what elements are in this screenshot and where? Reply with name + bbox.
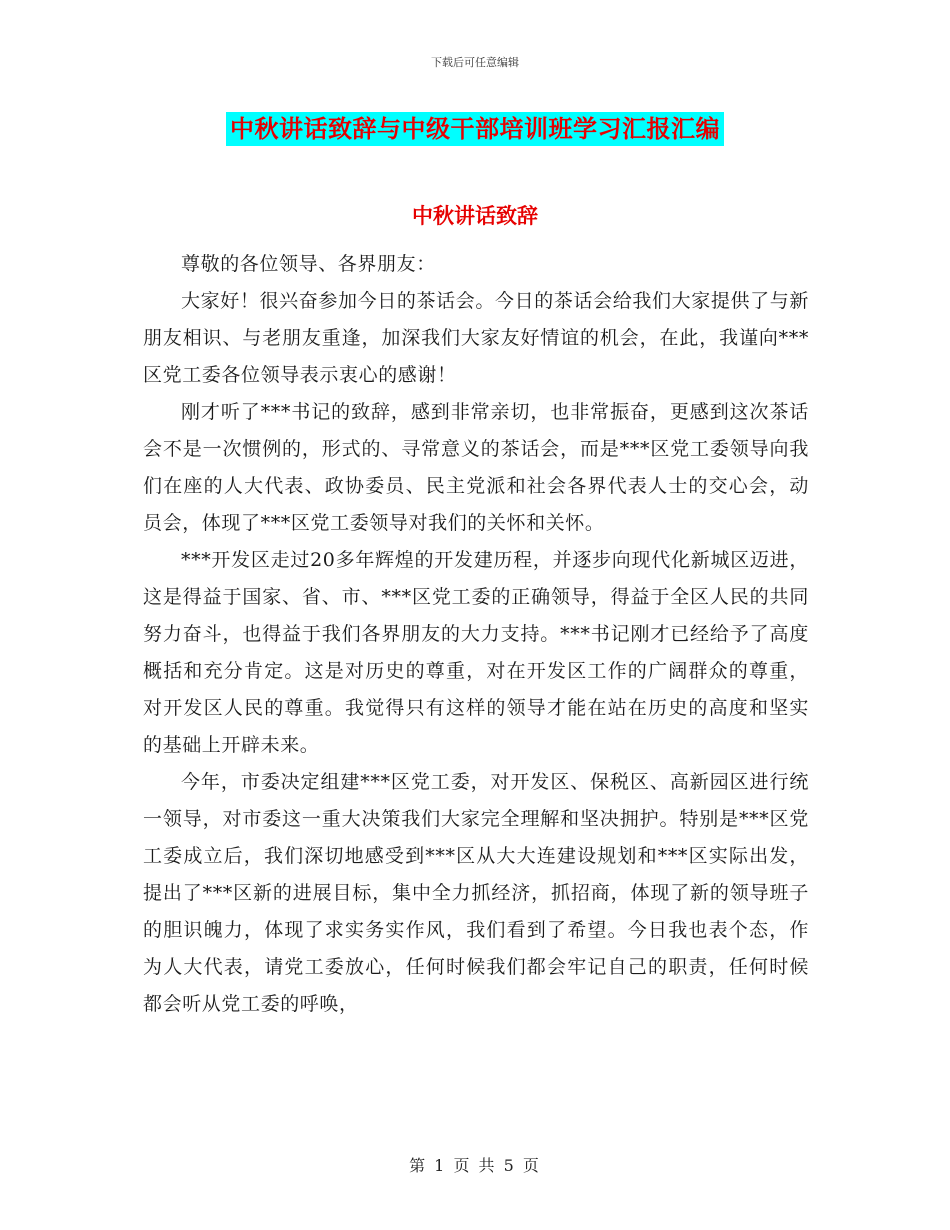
section-title: 中秋讲话致辞: [412, 204, 538, 228]
paragraph: 今年，市委决定组建***区党工委，对开发区、保税区、高新园区进行统一领导，对市委这一重大决策我们大家完全理解和坚决拥护。特别是***区党工委成立后，我们深切地感受到***区从大大连建设规划和***区实际出发，提出了***区新的进展目标，集中全力抓经济，抓招商，体现了新的领导班子的胆识魄力，体现了求实务实作风，我们看到了希望。今日我也表个态，作为人大代表，请党工委放心，任何时候我们都会牢记自己的职责，任何时候都会听从党工委的呼唤，: [143, 771, 809, 1015]
salutation: 尊敬的各位领导、各界朋友：: [181, 253, 436, 275]
document-body: [143, 246, 809, 1023]
paragraph: ***开发区走过20多年辉煌的开发建历程，并逐步向现代化新城区迈进，这是得益于国家、省、市、***区党工委的正确领导，得益于全区人民的共同努力奋斗，也得益于我们各界朋友的大力支持。***书记刚才已经给予了高度概括和充分肯定。这是对历史的尊重，对在开发区工作的广阔群众的尊重，对开发区人民的尊重。我觉得只有这样的领导才能在站在历史的高度和坚实的基础上开辟未来。: [143, 549, 809, 756]
main-title-container: [0, 112, 950, 146]
paragraph: 刚才听了***书记的致辞，感到非常亲切，也非常振奋，更感到这次茶话会不是一次惯例的，形式的、寻常意义的茶话会，而是***区党工委领导向我们在座的人大代表、政协委员、民主党派和社会各界代表人士的交心会，动员会，体现了***区党工委领导对我们的关怀和关怀。: [143, 401, 809, 534]
header-note: 下载后可任意编辑: [431, 56, 519, 69]
main-title: 中秋讲话致辞与中级干部培训班学习汇报汇编: [226, 112, 724, 146]
paragraph: 大家好！很兴奋参加今日的茶话会。今日的茶话会给我们大家提供了与新朋友相识、与老朋友重逢，加深我们大家友好情谊的机会，在此，我谨向***区党工委各位领导表示衷心的感谢！: [143, 290, 809, 386]
page-indicator: 第 1 页 共 5 页: [409, 1156, 541, 1175]
